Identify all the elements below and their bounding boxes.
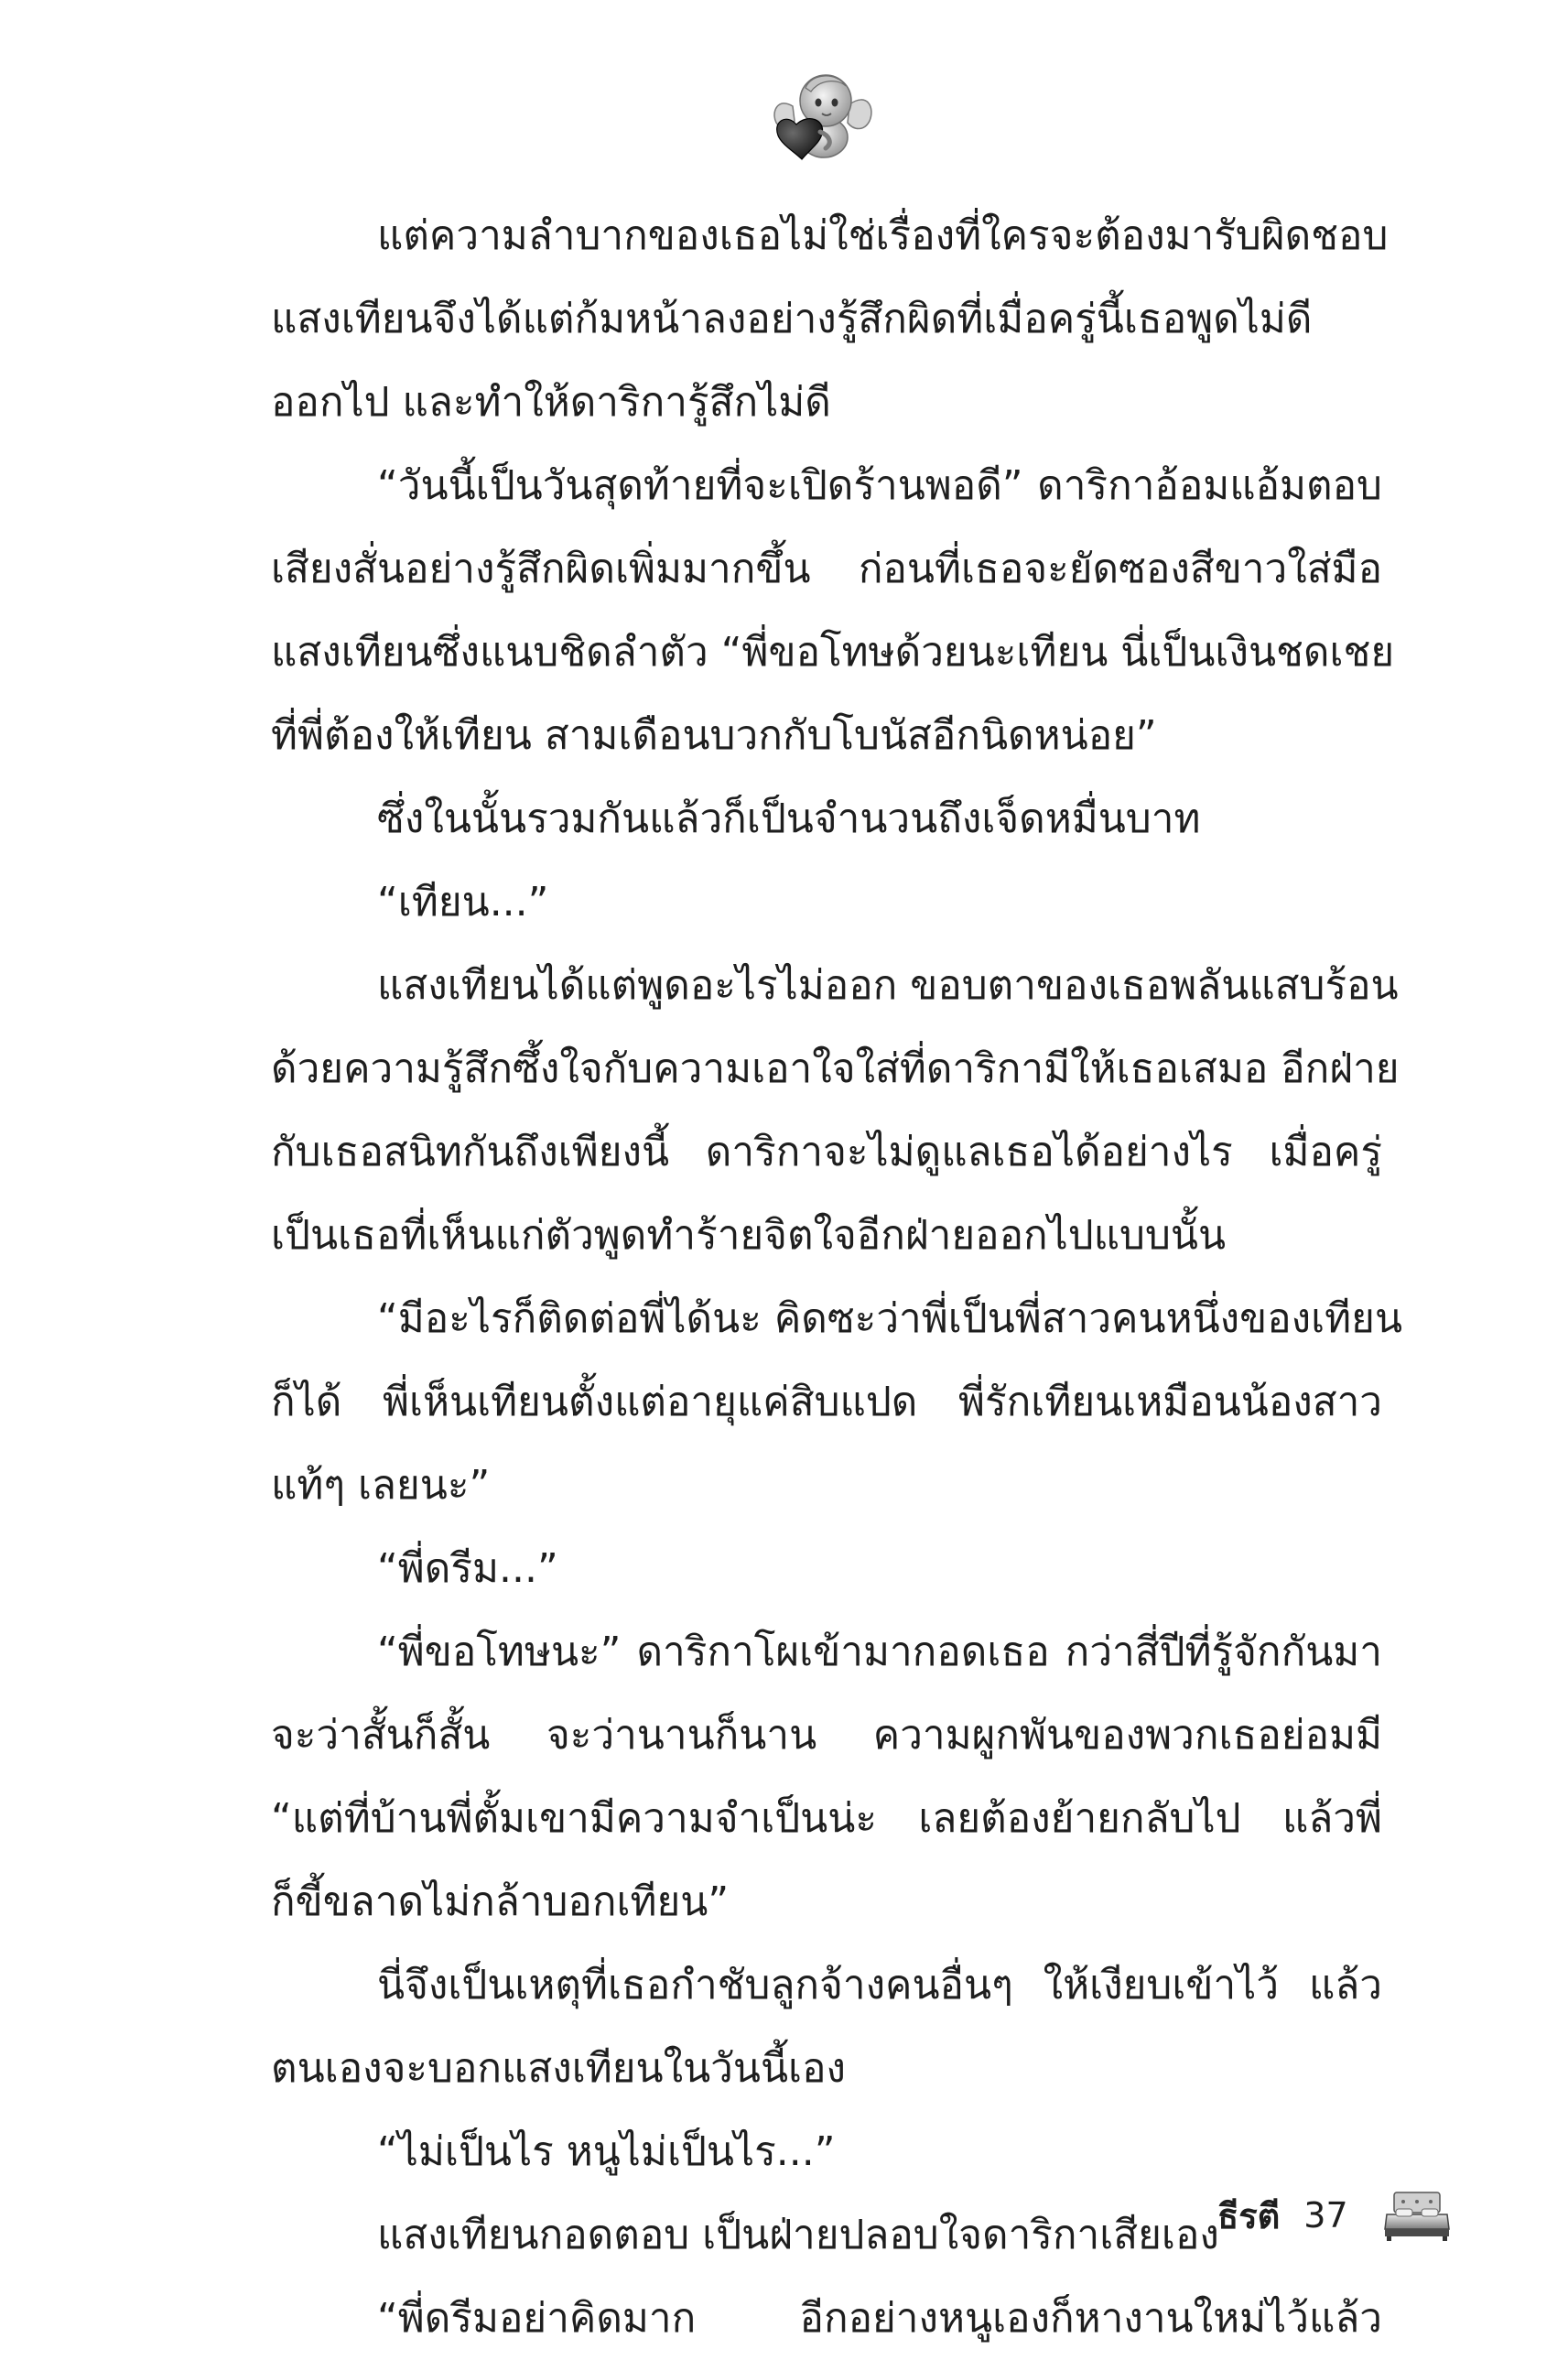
body-text xyxy=(271,194,1403,2360)
text-line: จะว่าสั้นก็สั้น จะว่านานก็นาน ความผูกพันของพวกเธอย่อมมี xyxy=(271,1712,1382,1759)
text-line: “มีอะไรก็ติดต่อพี่ได้นะ คิดซะว่าพี่เป็นพี่สาวคนหนึ่งของเทียน xyxy=(377,1295,1403,1342)
text-line: เป็นเธอที่เห็นแก่ตัวพูดทำร้ายจิตใจอีกฝ่ายออกไปแบบนั้น xyxy=(271,1212,1227,1259)
text-line: “ไม่เป็นไร หนูไม่เป็นไร...” xyxy=(377,2128,836,2175)
text-line: แสงเทียนจึงได้แต่ก้มหน้าลงอย่างรู้สึกผิดที่เมื่อครู่นี้เธอพูดไม่ดี xyxy=(271,296,1313,342)
text-line: กับเธอสนิทกันถึงเพียงนี้ ดาริกาจะไม่ดูแลเธอได้อย่างไร เมื่อครู่ xyxy=(271,1129,1382,1175)
text-line: เสียงสั่นอย่างรู้สึกผิดเพิ่มมากขึ้น ก่อนที่เธอจะยัดซองสีขาวใส่มือ xyxy=(271,546,1382,592)
text-line: แท้ๆ เลยนะ” xyxy=(271,1462,491,1509)
bed-icon xyxy=(1383,2189,1451,2242)
text-line: ที่พี่ต้องให้เทียน สามเดือนบวกกับโบนัสอีกนิดหน่อย” xyxy=(271,712,1157,759)
text-line: ซึ่งในนั้นรวมกันแล้วก็เป็นจำนวนถึงเจ็ดหมื่นบาท xyxy=(377,796,1201,842)
text-line: แต่ความลำบากของเธอไม่ใช่เรื่องที่ใครจะต้องมารับผิดชอบ xyxy=(377,212,1389,259)
text-line: ก็ขี้ขลาดไม่กล้าบอกเทียน” xyxy=(271,1878,730,1925)
text-line: ตนเองจะบอกแสงเทียนในวันนี้เอง xyxy=(271,2045,846,2092)
page-number: 37 xyxy=(1303,2195,1348,2236)
page-footer xyxy=(1217,2188,1451,2243)
text-line: “พี่ดรีมอย่าคิดมาก อีกอย่างหนูเองก็หางานใหม่ไว้แล้ว xyxy=(377,2295,1382,2342)
text-line: แสงเทียนได้แต่พูดอะไรไม่ออก ขอบตาของเธอพลันแสบร้อน xyxy=(377,962,1399,1009)
text-line: “พี่ขอโทษนะ” ดาริกาโผเข้ามากอดเธอ กว่าสี่ปีที่รู้จักกันมา xyxy=(377,1629,1382,1675)
text-line: “เทียน...” xyxy=(377,879,549,926)
text-line: แสงเทียนกอดตอบ เป็นฝ่ายปลอบใจดาริกาเสียเอง xyxy=(377,2212,1219,2258)
book-title: ธีรตี xyxy=(1217,2195,1281,2236)
text-line: “วันนี้เป็นวันสุดท้ายที่จะเปิดร้านพอดี” ดาริกาอ้อมแอ้มตอบ xyxy=(377,462,1382,509)
text-line: “พี่ดรีม...” xyxy=(377,1545,558,1592)
text-line: นี่จึงเป็นเหตุที่เธอกำชับลูกจ้างคนอื่นๆ ให้เงียบเข้าไว้ แล้ว xyxy=(377,1962,1382,2008)
text-line: ออกไป และทำให้ดาริการู้สึกไม่ดี xyxy=(271,379,831,426)
text-line: “แต่ที่บ้านพี่ตั้มเขามีความจำเป็นน่ะ เลยต้องย้ายกลับไป แล้วพี่ xyxy=(271,1795,1382,1842)
text-line: ก็ได้ พี่เห็นเทียนตั้งแต่อายุแค่สิบแปด พี่รักเทียนเหมือนน้องสาว xyxy=(271,1379,1382,1425)
cherub-heart-ornament-icon xyxy=(765,64,879,165)
text-line: แสงเทียนซึ่งแนบชิดลำตัว “พี่ขอโทษด้วยนะเทียน นี่เป็นเงินชดเชย xyxy=(271,629,1395,676)
text-line: ด้วยความรู้สึกซึ้งใจกับความเอาใจใส่ที่ดาริกามีให้เธอเสมอ อีกฝ่าย xyxy=(271,1045,1400,1092)
